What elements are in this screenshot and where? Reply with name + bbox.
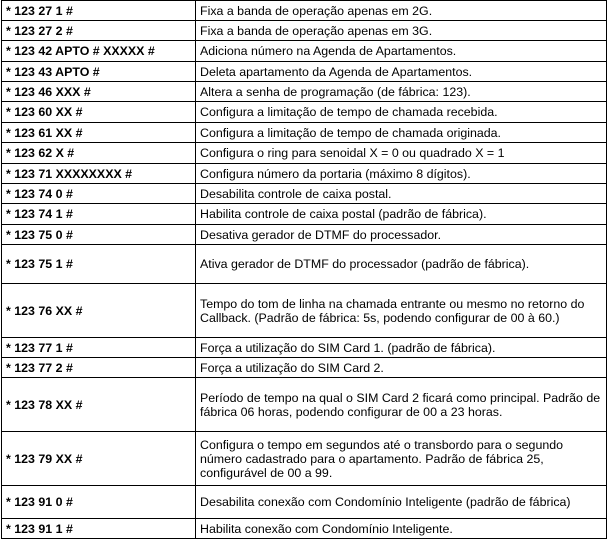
table-row xyxy=(2,245,607,284)
command-description: Força a utilização do SIM Card 1. (padrão de fábrica). xyxy=(196,338,607,358)
command-description: Habilita conexão com Condomínio Inteligente. xyxy=(196,519,607,539)
command-description: Fixa a banda de operação apenas em 3G. xyxy=(196,21,607,41)
table-row xyxy=(2,164,607,184)
command-description: Força a utilização do SIM Card 2. xyxy=(196,358,607,378)
table-row xyxy=(2,284,607,338)
table-row xyxy=(2,225,607,245)
table-row xyxy=(2,62,607,82)
table-row xyxy=(2,378,607,432)
command-code: * 123 77 1 # xyxy=(2,338,196,358)
command-code: * 123 27 1 # xyxy=(2,1,196,21)
command-code: * 123 62 X # xyxy=(2,143,196,164)
command-code: * 123 61 XX # xyxy=(2,123,196,143)
command-code: * 123 79 XX # xyxy=(2,432,196,486)
table-row xyxy=(2,1,607,21)
table-row xyxy=(2,204,607,225)
table-row xyxy=(2,184,607,204)
command-description: Deleta apartamento da Agenda de Apartamentos. xyxy=(196,62,607,82)
table-row xyxy=(2,21,607,41)
command-description: Ativa gerador de DTMF do processador (padrão de fábrica). xyxy=(196,245,607,284)
command-description: Configura o tempo em segundos até o transbordo para o segundo número cadastrado para o apartamento. Padrão de fábrica 25, configurável de 00 a 99. xyxy=(196,432,607,486)
table-row xyxy=(2,432,607,486)
command-description: Configura o ring para senoidal X = 0 ou quadrado X = 1 xyxy=(196,143,607,164)
command-table xyxy=(1,0,607,539)
table-row xyxy=(2,338,607,358)
command-description: Configura a limitação de tempo de chamada recebida. xyxy=(196,102,607,123)
command-code: * 123 75 0 # xyxy=(2,225,196,245)
command-code: * 123 43 APTO # xyxy=(2,62,196,82)
command-code: * 123 77 2 # xyxy=(2,358,196,378)
table-row xyxy=(2,82,607,102)
command-description: Altera a senha de programação (de fábrica: 123). xyxy=(196,82,607,102)
command-description: Adiciona número na Agenda de Apartamentos. xyxy=(196,41,607,62)
command-code: * 123 71 XXXXXXXX # xyxy=(2,164,196,184)
command-code: * 123 78 XX # xyxy=(2,378,196,432)
command-description: Fixa a banda de operação apenas em 2G. xyxy=(196,1,607,21)
table-row xyxy=(2,41,607,62)
command-description: Habilita controle de caixa postal (padrão de fábrica). xyxy=(196,204,607,225)
table-row xyxy=(2,519,607,539)
table-row xyxy=(2,143,607,164)
command-code: * 123 91 1 # xyxy=(2,519,196,539)
command-code: * 123 60 XX # xyxy=(2,102,196,123)
command-code: * 123 75 1 # xyxy=(2,245,196,284)
command-description: Desabilita conexão com Condomínio Inteligente (padrão de fábrica) xyxy=(196,486,607,519)
table-row xyxy=(2,102,607,123)
command-code: * 123 42 APTO # XXXXX # xyxy=(2,41,196,62)
command-code: * 123 74 1 # xyxy=(2,204,196,225)
table-row xyxy=(2,358,607,378)
command-code: * 123 46 XXX # xyxy=(2,82,196,102)
command-description: Desabilita controle de caixa postal. xyxy=(196,184,607,204)
command-code: * 123 74 0 # xyxy=(2,184,196,204)
command-code: * 123 91 0 # xyxy=(2,486,196,519)
command-description: Período de tempo na qual o SIM Card 2 ficará como principal. Padrão de fábrica 06 horas, podendo configurar de 00 a 23 horas. xyxy=(196,378,607,432)
command-description: Tempo do tom de linha na chamada entrante ou mesmo no retorno do Callback. (Padrão de fábrica: 5s, podendo configurar de 00 à 60.) xyxy=(196,284,607,338)
table-row xyxy=(2,123,607,143)
command-description: Desativa gerador de DTMF do processador. xyxy=(196,225,607,245)
command-description: Configura a limitação de tempo de chamada originada. xyxy=(196,123,607,143)
command-code: * 123 76 XX # xyxy=(2,284,196,338)
command-code: * 123 27 2 # xyxy=(2,21,196,41)
table-row xyxy=(2,486,607,519)
command-description: Configura número da portaria (máximo 8 dígitos). xyxy=(196,164,607,184)
